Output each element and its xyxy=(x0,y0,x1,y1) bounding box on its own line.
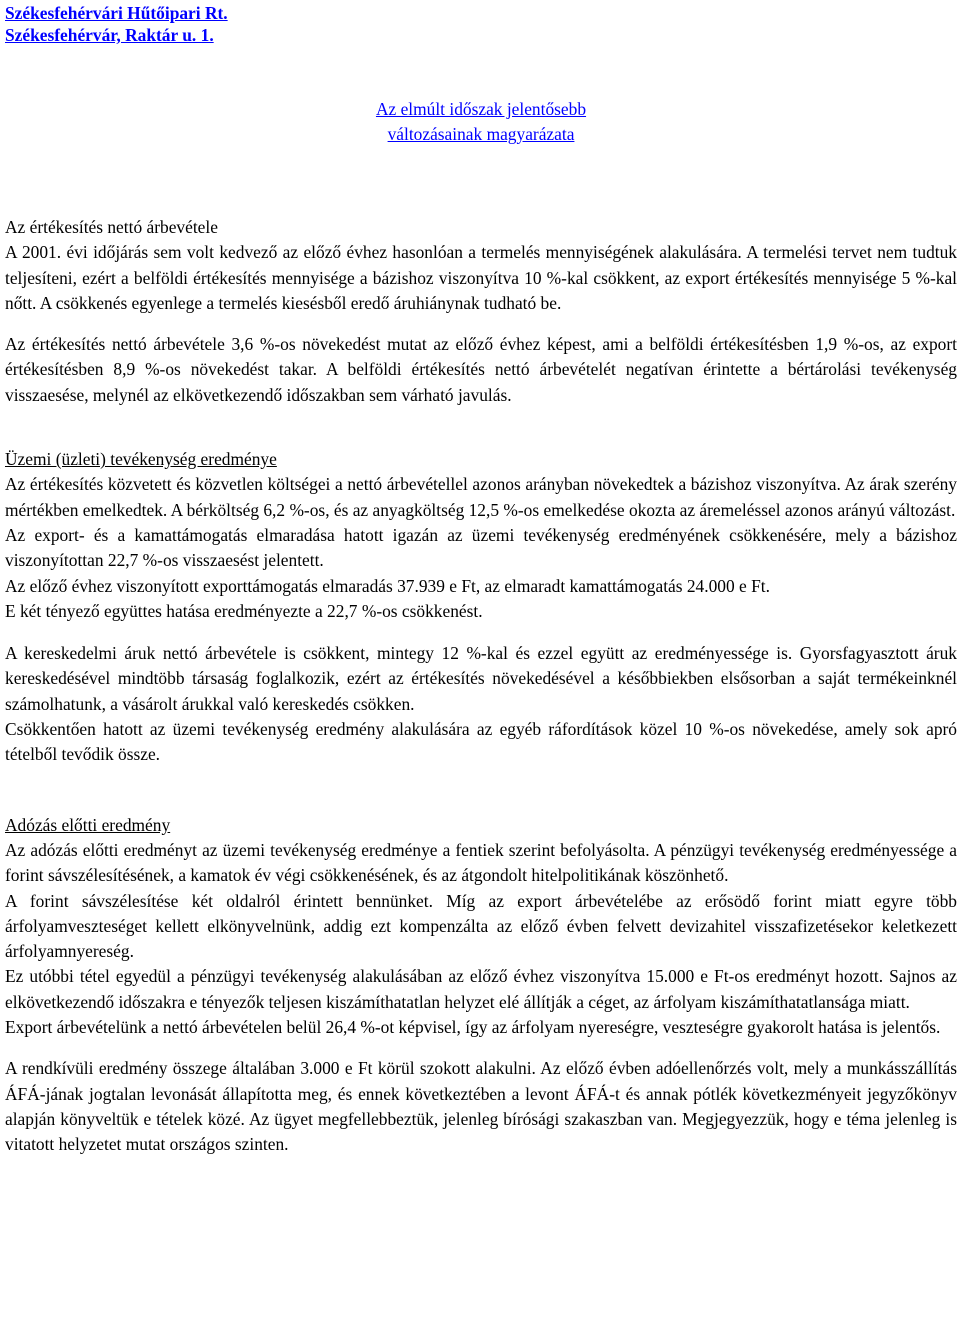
paragraph: Az export- és a kamattámogatás elmaradása hatott igazán az üzemi tevékenység eredményének csökkenésére, mely a bázishoz viszonyítottan 22,7 %-os visszaesést jelentett. xyxy=(5,524,957,571)
paragraph: A kereskedelmi áruk nettó árbevétele is csökkent, mintegy 12 %-kal és ezzel együtt az eredményessége is. Gyorsfagyasztott áruk kereskedésével mindtöbb társaság foglalkozik, ezért az értékesítés növekedésével a későbbiekben elsősorban a saját termékeinknél számolhatunk, a vásárolt árukkal való kereskedés csökken. xyxy=(5,643,957,714)
paragraph: Az értékesítés nettó árbevétele 3,6 %-os növekedést mutat az előző évhez képest, ami a belföldi értékesítésben 1,9 %-os, az export értékesítésben 8,9 %-os növekedést takar. A belföldi értékesítés nettó árbevételét negatívan érintette a bértárolási tevékenység visszaesése, melynél az elkövetkezendő időszakban sem várható javulás. xyxy=(5,334,957,405)
paragraph: Csökkentően hatott az üzemi tevékenység eredmény alakulására az egyéb ráfordítások közel 10 %-os növekedése, amely sok apró tételből tevődik össze. xyxy=(5,719,957,765)
title-line-1: Az elmúlt időszak jelentősebb xyxy=(375,99,587,119)
document-header xyxy=(5,2,957,46)
paragraph: A forint sávszélesítése két oldalról érintett bennünket. Míg az export árbevételébe az erősödő forint miatt egyre több árfolyamveszteséget kellett elkönyvelnünk, addig ezt kompenzálta az előző évben felvett devizahitel visszafizetésekor keletkezett árfolyamnyereség. xyxy=(5,890,957,962)
section-pretax-result xyxy=(5,813,957,1158)
section-heading-net-revenue: Az értékesítés nettó árbevétele xyxy=(5,217,218,237)
paragraph: Export árbevételünk a nettó árbevételen belül 26,4 %-ot képvisel, így az árfolyam nyereségre, veszteségre gyakorolt hatása is jelentős. xyxy=(5,1017,941,1038)
paragraph: Az adózás előtti eredményt az üzemi tevékenység eredménye a fentiek szerint befolyásolta. A pénzügyi tevékenység eredményessége a forint sávszélesítésének, a kamatok év végi csökkenésének, és az átgondolt hitelpolitikának köszönhető. xyxy=(5,839,957,886)
paragraph: Az előző évhez viszonyított exporttámogatás elmaradás 37.939 e Ft, az elmaradt kamattámogatás 24.000 e Ft. xyxy=(5,575,770,596)
paragraph: A 2001. évi időjárás sem volt kedvező az előző évhez hasonlóan a termelés mennyiségének alakulására. A termelési tervet nem tudtuk teljesíteni, ezért a belföldi értékesítés mennyisége a bázishoz viszonyítva 10 %-kal csökkent, az export értékesítés mennyisége 5 %-kal nőtt. A csökkenés egyenlege a termelés kiesésből eredő áruhiánynak tudható be. xyxy=(5,242,957,313)
document-title xyxy=(5,97,957,147)
paragraph: Ez utóbbi tétel egyedül a pénzügyi tevékenység alakulásában az előző évhez viszonyítva 15.000 e Ft-os eredményt hozott. Sajnos az elkövetkezendő időszakra e tényezők teljesen kiszámíthatatlan helyzet elé állítják a céget, az árfolyam kiszámíthatatlansága miatt. xyxy=(5,966,957,1012)
title-line-2: változásainak magyarázata xyxy=(387,124,575,144)
section-heading-pretax-result: Adózás előtti eredmény xyxy=(5,814,171,835)
section-net-revenue xyxy=(5,215,957,408)
paragraph: Az értékesítés közvetett és közvetlen költségei a nettó árbevétellel azonos arányban növekedtek a bázishoz viszonyítva. Az árak szerény mértékben emelkedtek. A bérköltség 6,2 %-os, és az anyagköltség 12,5 %-os emelkedése okozta az áremeléssel azonos arányú változást. xyxy=(5,474,957,520)
company-name[interactable]: Székesfehérvári Hűtőipari Rt. xyxy=(5,3,228,23)
paragraph: A rendkívüli eredmény összege általában 3.000 e Ft körül szokott alakulni. Az előző évben adóellenőrzés volt, mely a munkásszállítás ÁFÁ-jának jogtalan levonását állapította meg, és ennek következtében a levont ÁFÁ-t és annak pótlék következményeit jegyzőkönyv alapján könyveltük e tételek közé. Az ügyet megfellebbeztük, jelenleg bírósági szakaszban van. Megjegyezzük, hogy e téma jelenleg is vitatott helyzetet mutat országos szinten. xyxy=(5,1058,957,1155)
paragraph: E két tényező együttes hatása eredményezte a 22,7 %-os csökkenést. xyxy=(5,600,483,621)
section-heading-operating-result: Üzemi (üzleti) tevékenység eredménye xyxy=(5,449,277,470)
company-address[interactable]: Székesfehérvár, Raktár u. 1. xyxy=(5,25,214,45)
section-operating-result xyxy=(5,447,957,768)
document-page xyxy=(5,2,957,1158)
